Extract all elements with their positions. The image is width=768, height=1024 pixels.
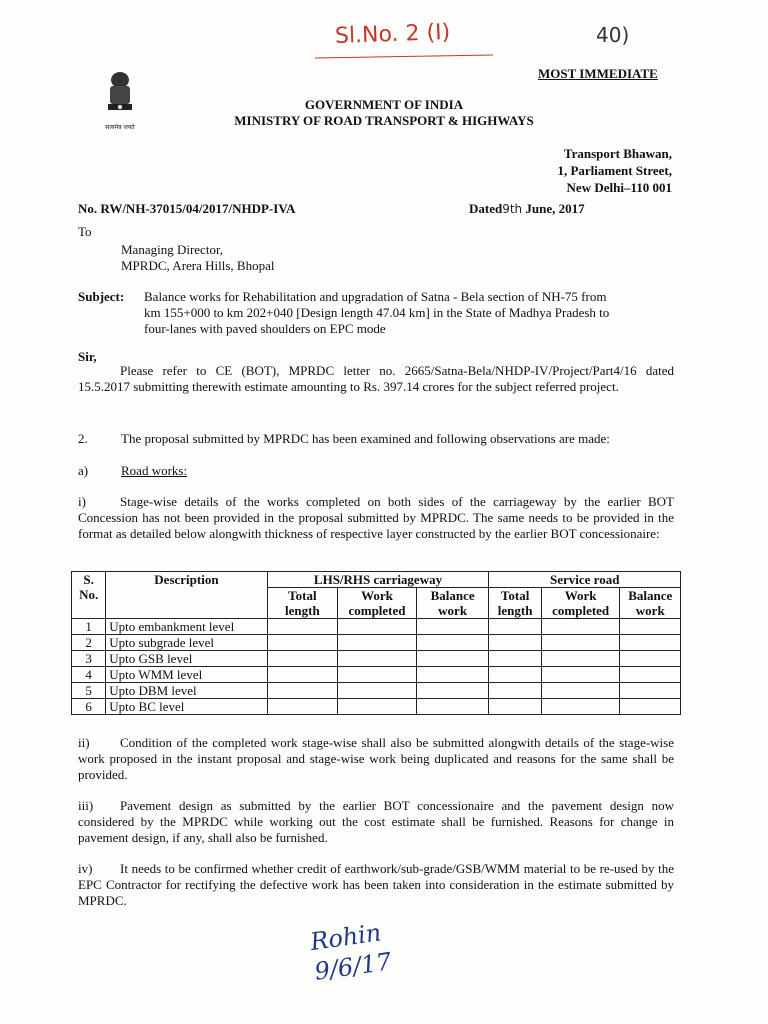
table-row <box>72 635 681 651</box>
row-number: 5 <box>72 683 106 699</box>
handwritten-underline <box>315 54 493 58</box>
date-suffix: June, 2017 <box>522 201 585 216</box>
item-iv <box>78 861 674 909</box>
item-i-label: i) <box>78 494 86 509</box>
item-ii-text: Condition of the completed work stage-wise shall also be submitted alongwith details of the stage-wise work proposed in the instant proposal and stage-wise work being duplicated and reasons for the same shall be provided. <box>78 735 674 782</box>
header-sno: S. No. <box>72 572 106 619</box>
stage-wise-works-table <box>71 571 681 715</box>
row-description: Upto subgrade level <box>106 635 267 651</box>
table-row <box>72 619 681 635</box>
salutation: Sir, <box>78 349 97 364</box>
paragraph-2-number: 2. <box>78 431 88 446</box>
row-description: Upto GSB level <box>106 651 267 667</box>
item-ii-label: ii) <box>78 735 90 750</box>
subject-line-2: km 155+000 to km 202+040 [Design length 47.04 km] in the State of Madhya Pradesh to <box>144 305 610 320</box>
item-iii-text: Pavement design as submitted by the earlier BOT concessionaire and the pavement design now considered by the MPRDC while working out the cost estimate shall be furnished. Reasons for change in pavement design, if any, shall also be furnished. <box>78 798 674 845</box>
item-iii-label: iii) <box>78 798 94 813</box>
address-block <box>557 145 672 196</box>
subheader-total-length: Total length <box>489 588 541 619</box>
date-prefix: Dated <box>469 201 503 216</box>
row-number: 3 <box>72 651 106 667</box>
table-row <box>72 699 681 715</box>
row-description: Upto WMM level <box>106 667 267 683</box>
subject-label: Subject: <box>78 289 125 304</box>
item-i-text: Stage-wise details of the works completed on both sides of the carriageway by the earlier BOT Concession has not been provided in the proposal submitted by MPRDC. The same needs to be provided in the format as detailed below alongwith thickness of respective layer constructed by the earlier BOT concessionaire: <box>78 494 674 541</box>
to-label: To <box>78 224 92 239</box>
address-line-2: 1, Parliament Street, <box>557 163 672 178</box>
emblem-caption: सत्यमेव जयते <box>105 124 135 131</box>
row-description: Upto DBM level <box>106 683 267 699</box>
subheader-balance-work: Balance work <box>620 588 681 619</box>
row-description: Upto embankment level <box>106 619 267 635</box>
section-a-title: Road works: <box>121 463 188 478</box>
table-row <box>72 651 681 667</box>
paragraph-1: Please refer to CE (BOT), MPRDC letter no. 2665/Satna-Bela/NHDP-IV/Project/Part4/16 dated 15.5.2017 submitting therewith estimate amounting to Rs. 397.14 crores for the subject referred project. <box>78 363 674 394</box>
section-a-label: a) <box>78 463 89 478</box>
reference-number: No. RW/NH-37015/04/2017/NHDP-IVA <box>78 201 296 216</box>
item-iv-label: iv) <box>78 861 93 876</box>
subheader-work-completed: Work completed <box>338 588 417 619</box>
recipient-line-2: MPRDC, Arera Hills, Bhopal <box>121 258 275 273</box>
letter-date <box>469 201 585 217</box>
item-iii <box>78 798 674 846</box>
ministry-title: MINISTRY OF ROAD TRANSPORT & HIGHWAYS <box>234 113 534 128</box>
header-lhs-rhs-carriageway: LHS/RHS carriageway <box>267 572 489 588</box>
address-line-3: New Delhi–110 001 <box>566 180 672 195</box>
subject-text <box>144 289 684 337</box>
row-description: Upto BC level <box>106 699 267 715</box>
recipient-line-1: Managing Director, <box>121 242 224 257</box>
subject-line-1: Balance works for Rehabilitation and upgradation of Satna - Bela section of NH-75 from <box>144 289 607 304</box>
subheader-total-length: Total length <box>267 588 338 619</box>
table-row <box>72 683 681 699</box>
handwritten-reference: Sl.No. 2 (I) <box>334 19 451 50</box>
handwritten-circled-number: 40) <box>596 23 630 47</box>
row-number: 4 <box>72 667 106 683</box>
item-ii <box>78 735 674 783</box>
subheader-balance-work: Balance work <box>416 588 489 619</box>
handwritten-signature: Rohin 9/6/17 <box>308 918 394 986</box>
subheader-work-completed: Work completed <box>541 588 620 619</box>
table-row <box>72 667 681 683</box>
priority-label: MOST IMMEDIATE <box>538 66 658 81</box>
subject-line-3: four-lanes with paved shoulders on EPC mode <box>144 321 386 336</box>
row-number: 6 <box>72 699 106 715</box>
item-i <box>78 494 674 542</box>
handwritten-date-day: 9th <box>502 202 523 216</box>
row-number: 2 <box>72 635 106 651</box>
header-service-road: Service road <box>489 572 681 588</box>
header-description: Description <box>106 572 267 619</box>
row-number: 1 <box>72 619 106 635</box>
item-iv-text: It needs to be confirmed whether credit of earthwork/sub-grade/GSB/WMM material to be re-used by the EPC Contractor for rectifying the defective work has been taken into consideration in the estimate submitted by MPRDC. <box>78 861 674 908</box>
government-title: GOVERNMENT OF INDIA <box>304 97 464 112</box>
paragraph-2: The proposal submitted by MPRDC has been examined and following observations are made: <box>121 431 610 446</box>
address-line-1: Transport Bhawan, <box>563 146 672 161</box>
